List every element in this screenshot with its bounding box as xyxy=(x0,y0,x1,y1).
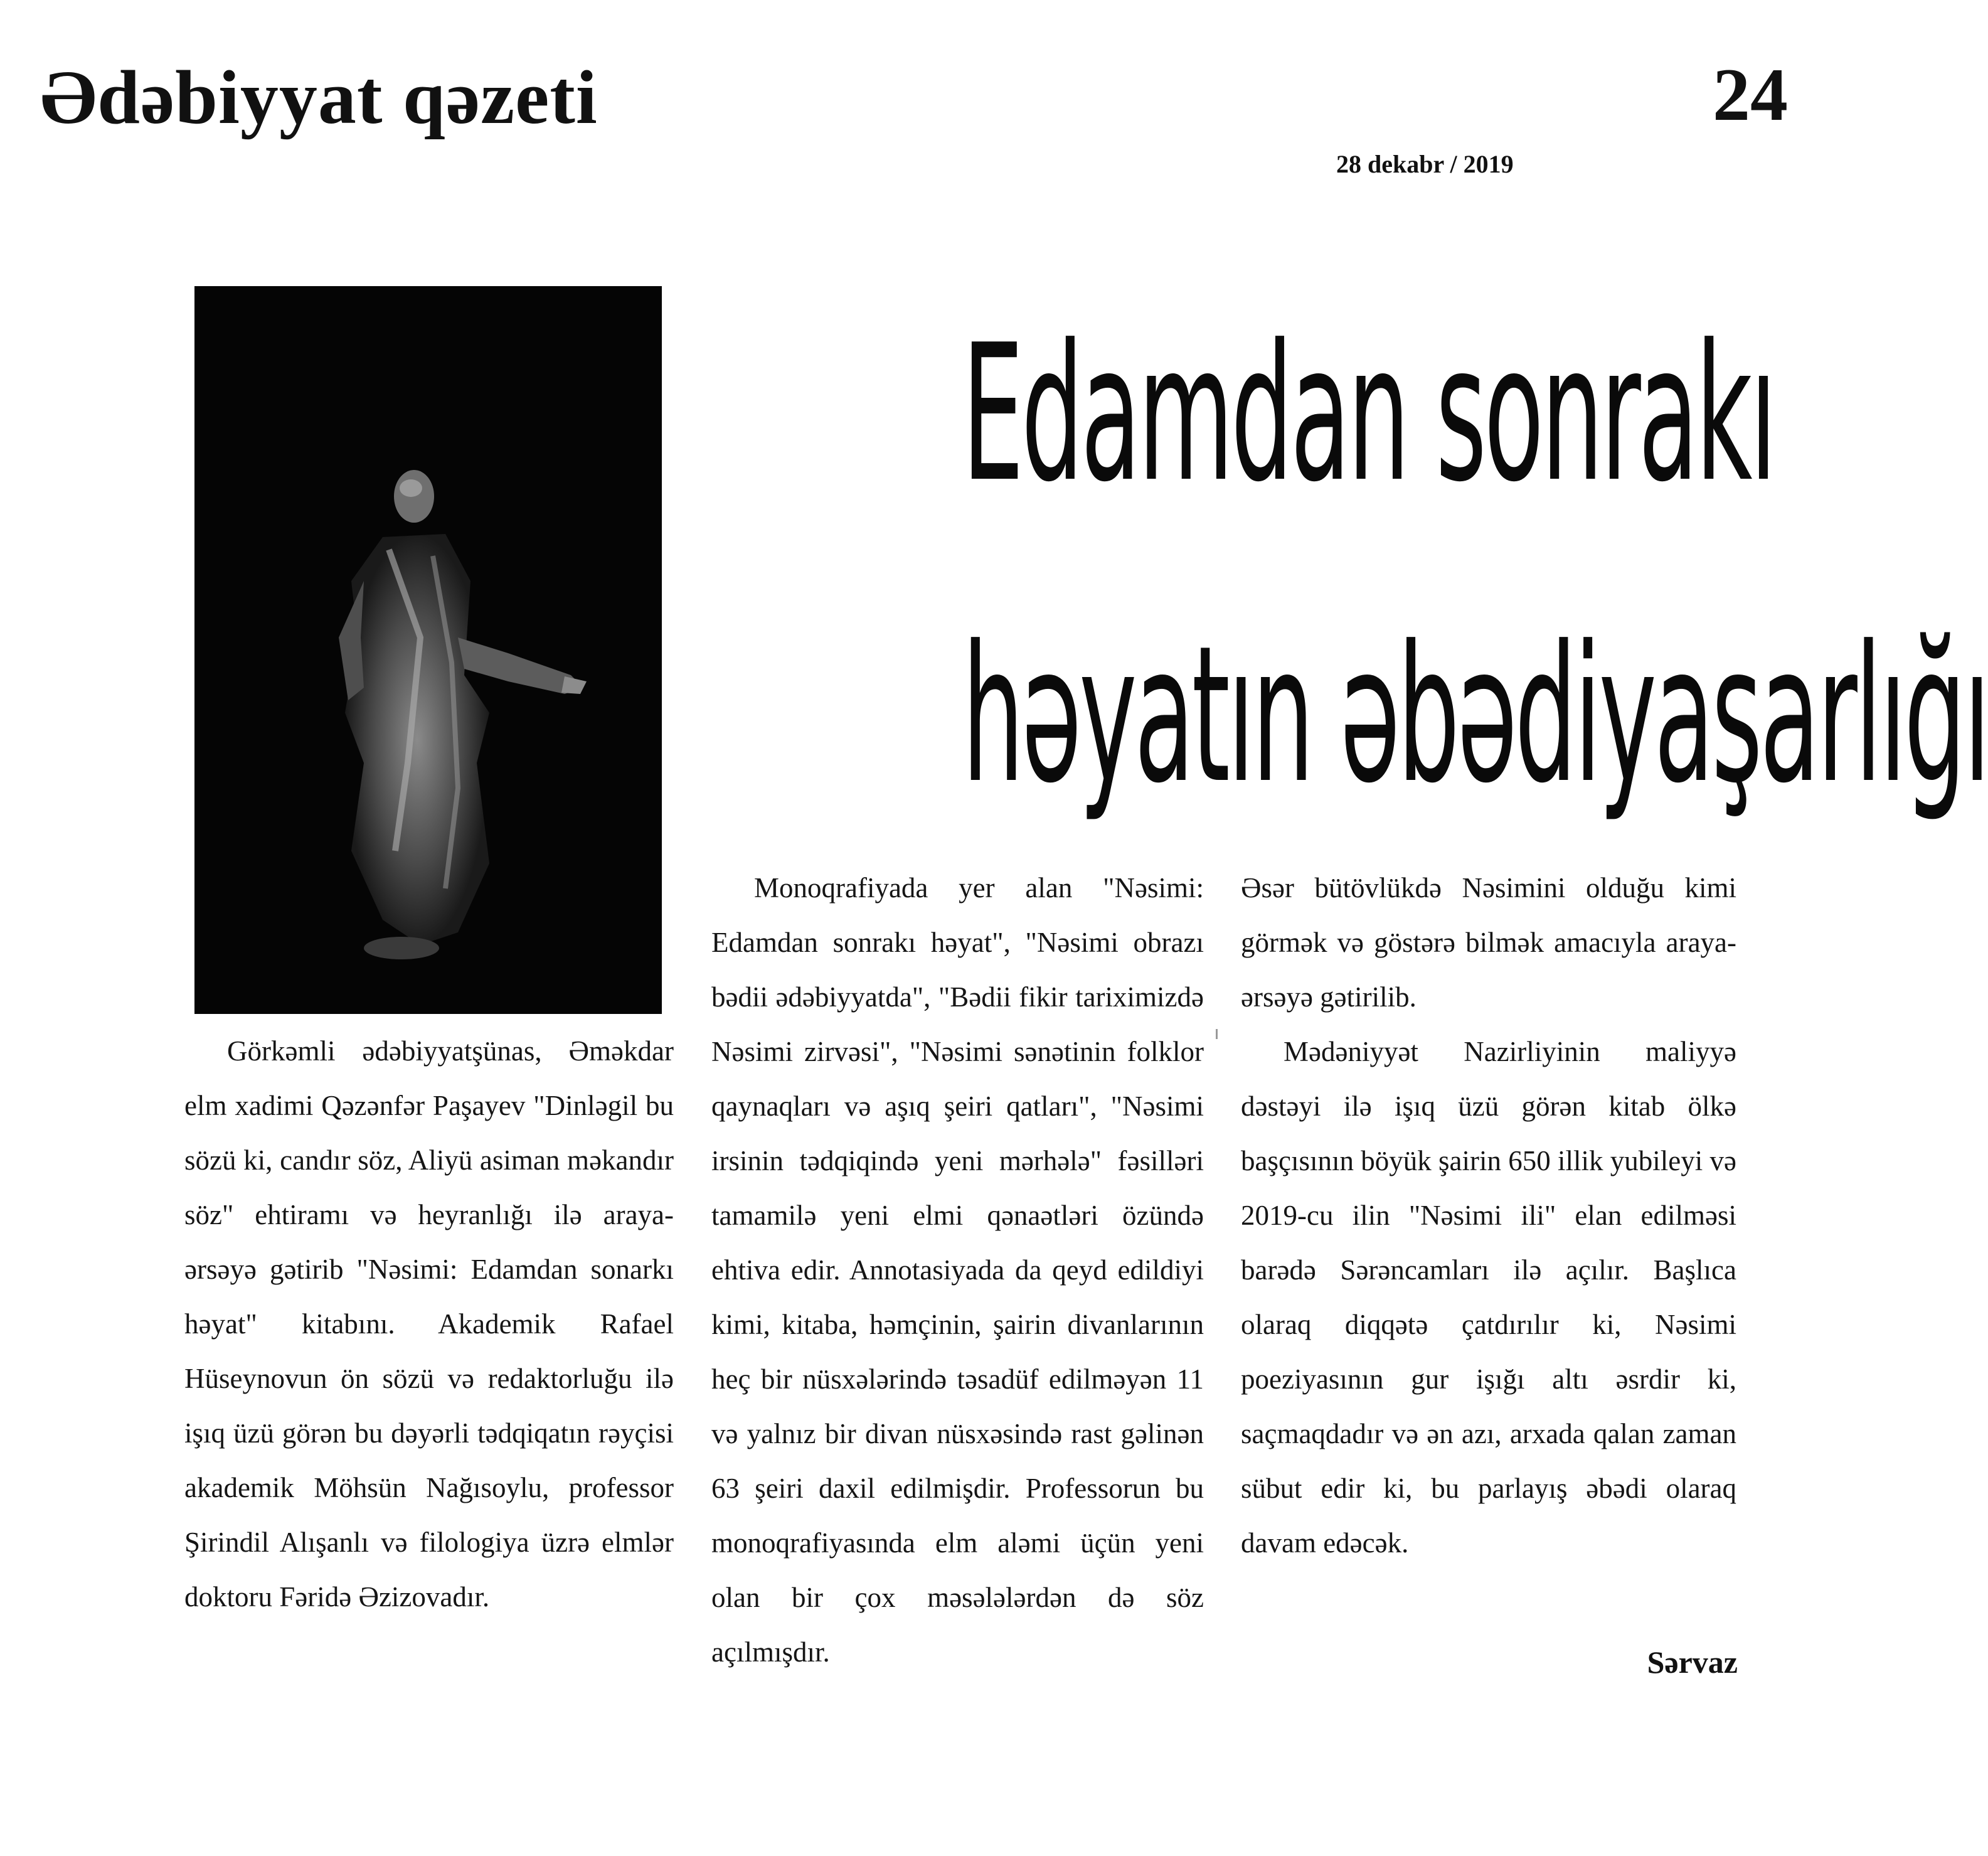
page-number: 24 xyxy=(1713,53,1788,136)
print-speck xyxy=(1216,1029,1218,1039)
article-right-column xyxy=(1241,861,1736,1571)
headline-line-2: həyatın əbədiyaşarlığı xyxy=(962,605,1988,824)
middle-paragraph: Monoqrafiyada yer alan "Nəsimi: Edamdan sonrakı həyat", "Nəsimi obrazı bədii ədəbiyyatda", "Bədii fikir tariximizdə Nəsimi zirvəsi", "Nəsimi sənətinin folklor qaynaqları və aşıq şeiri qatları", "Nəsimi irsinin tədqiqində yeni mərhələ" fəsilləri tamamilə yeni elmi qənaətləri özündə ehtiva edir. Annotasiyada da qeyd edildiyi kimi, kitaba, həmçinin, şairin divanlarının heç bir nüsxələrində təsadüf edilməyən 11 və yalnız bir divan nüsxəsində rast gəlinən 63 şeiri daxil edilmişdir. Professorun bu monoqrafiyasında elm aləmi üçün yeni olan bir çox məsələlərdən də söz açılmışdır. xyxy=(711,872,1204,1668)
issue-date: 28 dekabr / 2019 xyxy=(1336,150,1514,178)
headline-line-1: Edamdan sonrakı xyxy=(962,304,1775,523)
article-middle-column xyxy=(711,861,1204,1680)
article-left-column xyxy=(184,1024,674,1624)
masthead-title: Ədəbiyyat qəzeti xyxy=(40,55,598,140)
statue-photo-icon xyxy=(194,286,662,1014)
right-paragraph-2: Mədəniyyət Nazirliyinin maliyyə dəstəyi ilə işıq üzü görən kitab ölkə başçısının böyük şairin 650 illik yubileyi və 2019-cu ilin "Nəsimi ili" elan edilməsi barədə Sərəncamları ilə açılır. Başlıca olaraq diqqətə çatdırılır ki, Nəsimi poeziyasının gur işığı altı əsrdir ki, saçmaqdadır və ən azı, arxada qalan zaman sübut edir ki, bu parlayış əbədi olaraq davam edəcək. xyxy=(1241,1036,1736,1559)
headline xyxy=(715,264,1988,866)
author-signature: Sərvaz xyxy=(1647,1645,1738,1680)
statue-photo xyxy=(194,286,662,1014)
left-paragraph: Görkəmli ədəbiyyatşünas, Əməkdar elm xadimi Qəzənfər Paşayev "Dinləgil bu sözü ki, candır söz, Aliyü asiman məkandır söz" ehtiramı və heyranlığı ilə araya-ərsəyə gətirib "Nəsimi: Edamdan sonarkı həyat" kitabını. Akademik Rafael Hüseynovun ön sözü və redaktorluğu ilə işıq üzü görən bu dəyərli tədqiqatın rəyçisi akademik Möhsün Nağısoylu, professor Şirindil Alışanlı və filologiya üzrə elmlər doktoru Fəridə Əzizovadır. xyxy=(184,1035,674,1613)
right-paragraph-1: Əsər bütövlükdə Nəsimini olduğu kimi görmək və göstərə bilmək amacıyla araya-ərsəyə gətirilib. xyxy=(1241,872,1736,1013)
